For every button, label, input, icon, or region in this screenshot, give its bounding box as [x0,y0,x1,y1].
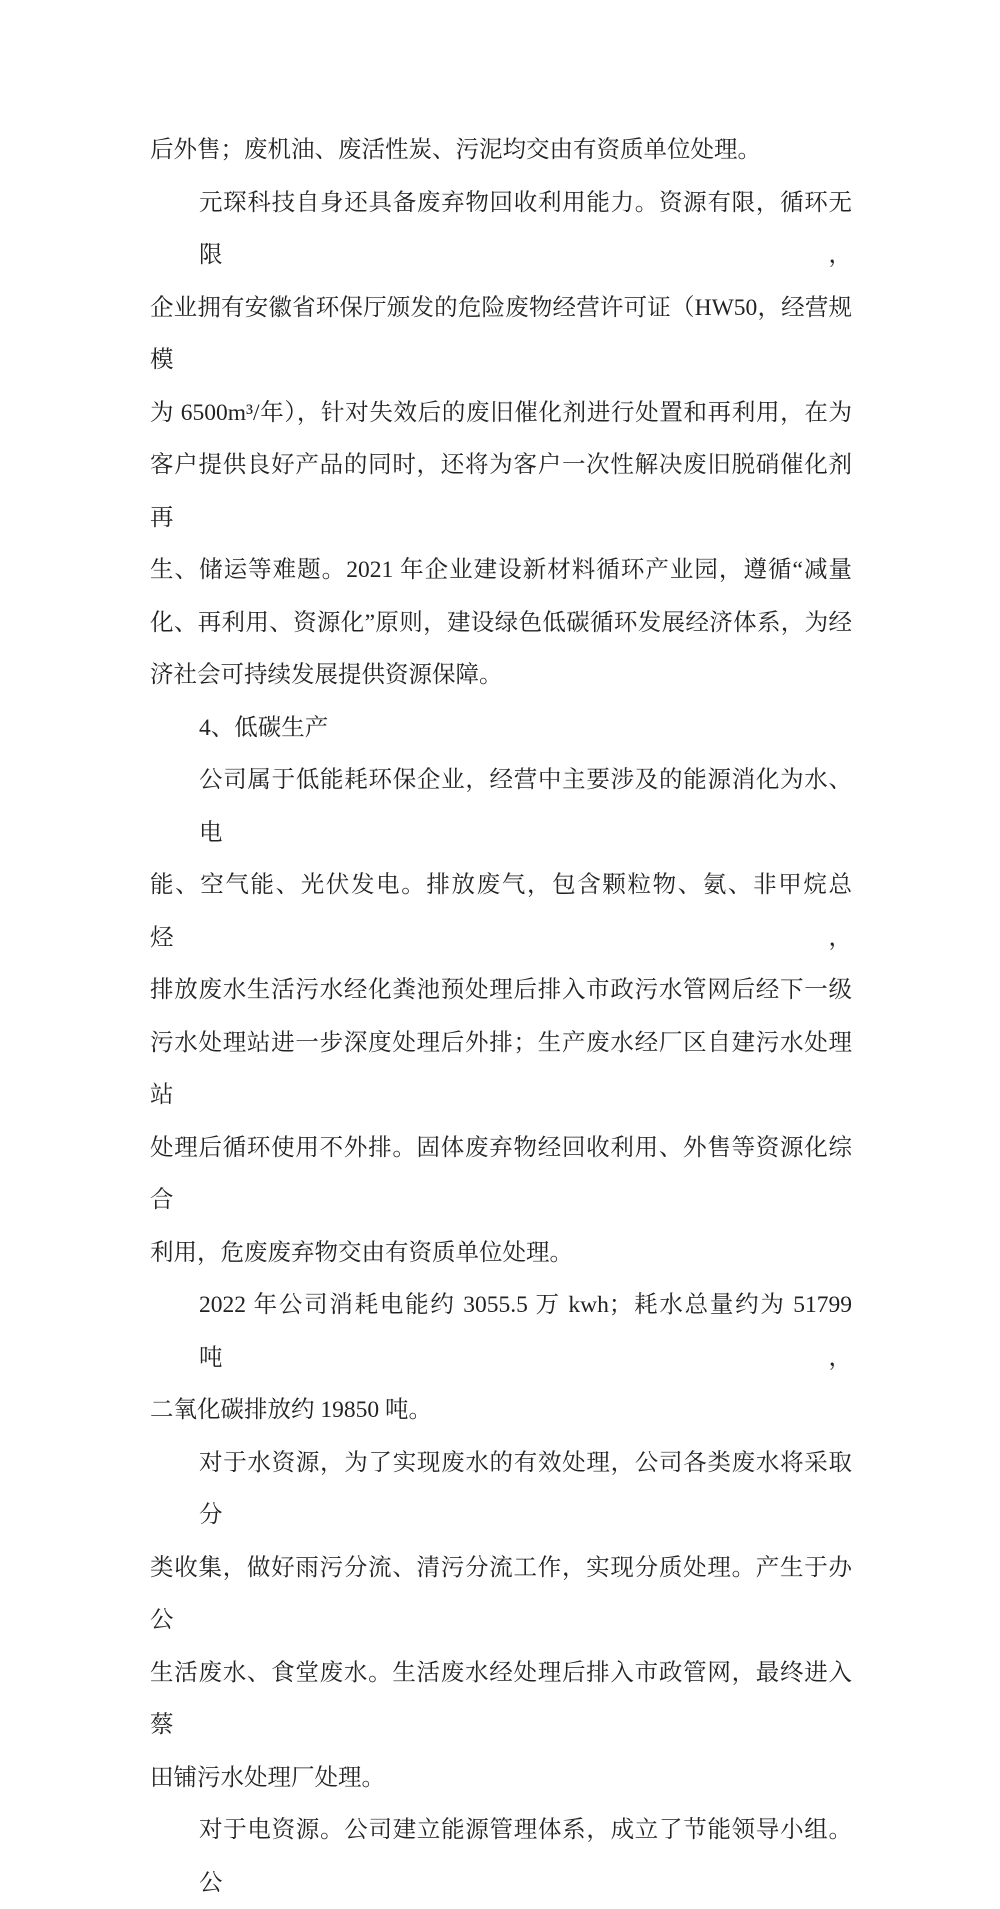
text-line: 生活废水、食堂废水。生活废水经处理后排入市政管网，最终进入蔡 [150,1659,852,1738]
text-line: 为 6500m³/年），针对失效后的废旧催化剂进行处置和再利用，在为 [150,399,852,426]
text-line: 生、储运等难题。2021 年企业建设新材料循环产业园，遵循“减量 [150,557,852,583]
text-line: 田铺污水处理厂处理。 [150,1764,385,1791]
text-line: 客户提供良好产品的同时，还将为客户一次性解决废旧脱硝催化剂再 [150,452,852,531]
text-line: 污水处理站进一步深度处理后外排；生产废水经厂区自建污水处理站 [150,1029,852,1108]
text-line: 公司属于低能耗环保企业，经营中主要涉及的能源消化为水、电 [199,767,852,846]
text-line: 对于水资源，为了实现废水的有效处理，公司各类废水将采取分 [199,1449,852,1528]
text-line: 济社会可持续发展提供资源保障。 [150,662,503,688]
text-line: 2022 年公司消耗电能约 3055.5 万 kwh；耗水总量约为 51799 吨， [199,1292,852,1371]
text-line: 4、低碳生产 [199,714,329,741]
document-text-block [150,124,852,1909]
text-line: 类收集，做好雨污分流、清污分流工作，实现分质处理。产生于办公 [150,1554,852,1633]
text-line: 化、再利用、资源化”原则，建设绿色低碳循环发展经济体系，为经 [150,609,852,636]
text-line: 利用，危废废弃物交由有资质单位处理。 [150,1239,573,1266]
text-line: 元琛科技自身还具备废弃物回收利用能力。资源有限，循环无限， [199,189,852,268]
text-line: 对于电资源。公司建立能源管理体系，成立了节能领导小组。公 [199,1817,852,1896]
text-line: 能、空气能、光伏发电。排放废气，包含颗粒物、氨、非甲烷总烃， [150,872,852,951]
text-line: 后外售；废机油、废活性炭、污泥均交由有资质单位处理。 [150,137,761,163]
text-line: 二氧化碳排放约 19850 吨。 [150,1397,432,1423]
text-line: 排放废水生活污水经化粪池预处理后排入市政污水管网后经下一级 [150,977,852,1003]
text-line: 企业拥有安徽省环保厅颁发的危险废物经营许可证（HW50，经营规模 [150,294,852,373]
text-line: 处理后循环使用不外排。固体废弃物经回收利用、外售等资源化综合 [150,1134,852,1213]
